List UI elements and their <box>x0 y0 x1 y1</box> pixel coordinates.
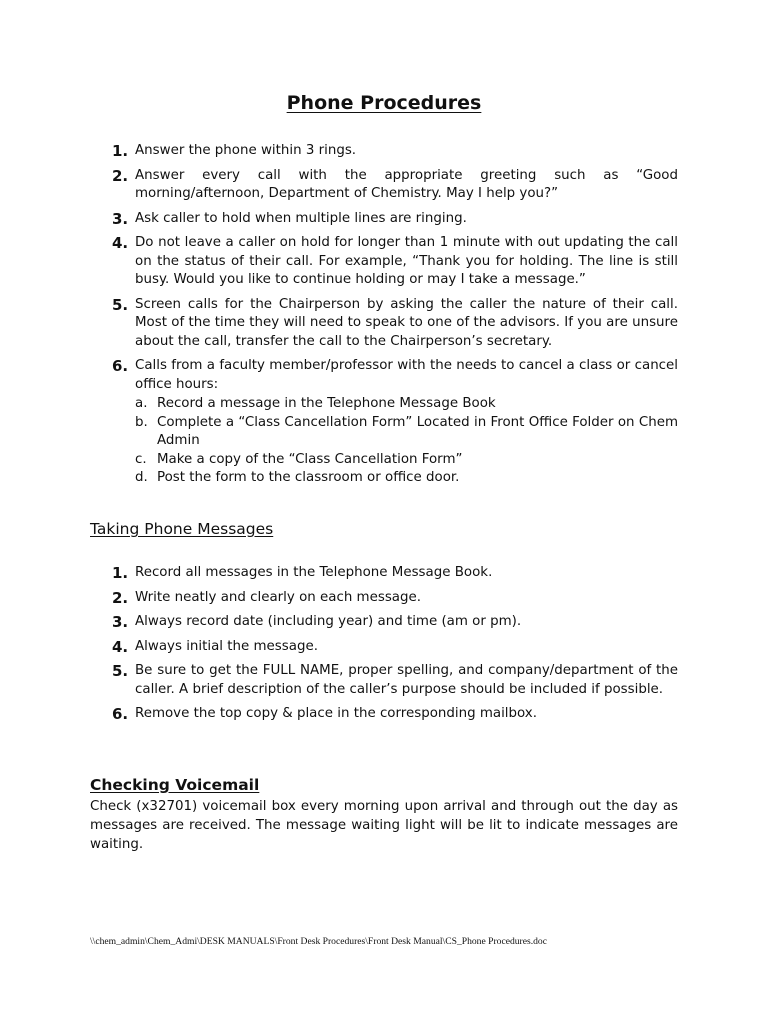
item-number: 6. <box>112 357 129 375</box>
sub-item-letter: d. <box>135 470 148 485</box>
list-item <box>112 613 678 632</box>
list-item <box>112 638 678 657</box>
item-number: 4. <box>112 234 129 252</box>
item-text: Write neatly and clearly on each message. <box>135 589 421 605</box>
item-text: Ask caller to hold when multiple lines are ringing. <box>135 210 467 226</box>
item-text: Be sure to get the FULL NAME, proper spelling, and company/department of the caller. A brief description of the caller’s purpose should be included if possible. <box>135 663 678 697</box>
sub-item-text: Make a copy of the “Class Cancellation Form” <box>157 451 463 467</box>
sub-list <box>135 395 678 488</box>
item-text: Record all messages in the Telephone Message Book. <box>135 565 493 580</box>
sub-item-text: Record a message in the Telephone Message Book <box>157 396 496 411</box>
checking-voicemail-heading: Checking Voicemail <box>90 776 260 794</box>
item-number: 1. <box>112 142 129 160</box>
file-path-footer: \\chem_admin\Chem_Admi\DESK MANUALS\Front Desk Procedures\Front Desk Manual\CS_Phone Procedures.doc <box>90 936 547 947</box>
sub-item-letter: b. <box>135 414 148 430</box>
list-item <box>112 296 678 352</box>
item-number: 5. <box>112 295 129 314</box>
taking-messages-list <box>112 564 678 724</box>
sub-item-letter: c. <box>135 451 147 467</box>
sub-list-item <box>135 451 678 470</box>
sub-list-item <box>135 414 678 451</box>
list-item <box>112 234 678 290</box>
item-text: Screen calls for the Chairperson by asking the caller the nature of their call. Most of the time they will need to speak to one of the advisors. If you are unsure about the call, transfer the call to the Chairperson’s secretary. <box>135 296 678 349</box>
sub-list-item <box>135 395 678 414</box>
item-number: 3. <box>112 613 129 631</box>
item-number: 2. <box>112 588 129 607</box>
page-title: Phone Procedures <box>286 92 482 114</box>
phone-procedures-list <box>112 142 678 488</box>
item-number: 1. <box>112 564 129 582</box>
sub-item-text: Complete a “Class Cancellation Form” Located in Front Office Folder on Chem Admin <box>157 414 678 448</box>
item-number: 4. <box>112 637 129 656</box>
list-item <box>112 167 678 204</box>
sub-item-text: Post the form to the classroom or office door. <box>157 470 460 485</box>
list-item <box>112 357 678 488</box>
list-item <box>112 662 678 699</box>
item-text: Calls from a faculty member/professor with the needs to cancel a class or cancel office hours: <box>135 358 678 392</box>
item-text: Always initial the message. <box>135 638 318 654</box>
list-item <box>112 210 678 229</box>
list-item <box>112 142 678 161</box>
voicemail-paragraph: Check (x32701) voicemail box every morning upon arrival and through out the day as messages are received. The message waiting light will be lit to indicate messages are waiting. <box>90 799 678 852</box>
item-text: Remove the top copy & place in the corresponding mailbox. <box>135 706 537 721</box>
item-number: 2. <box>112 166 129 185</box>
list-item <box>112 564 678 583</box>
item-number: 3. <box>112 209 129 228</box>
item-text: Answer every call with the appropriate greeting such as “Good morning/afternoon, Department of Chemistry. May I help you?” <box>135 167 678 201</box>
item-text: Always record date (including year) and time (am or pm). <box>135 614 522 629</box>
item-number: 6. <box>112 705 129 723</box>
item-number: 5. <box>112 662 129 680</box>
taking-messages-heading: Taking Phone Messages <box>90 520 274 538</box>
list-item <box>112 705 678 724</box>
item-text: Do not leave a caller on hold for longer than 1 minute with out updating the call on the status of their call. For example, “Thank you for holding. The line is still busy. Would you like to continue holding or may I take a message.” <box>135 235 678 287</box>
item-text: Answer the phone within 3 rings. <box>135 143 357 158</box>
sub-item-letter: a. <box>135 396 148 411</box>
sub-list-item <box>135 469 678 488</box>
list-item <box>112 589 678 608</box>
